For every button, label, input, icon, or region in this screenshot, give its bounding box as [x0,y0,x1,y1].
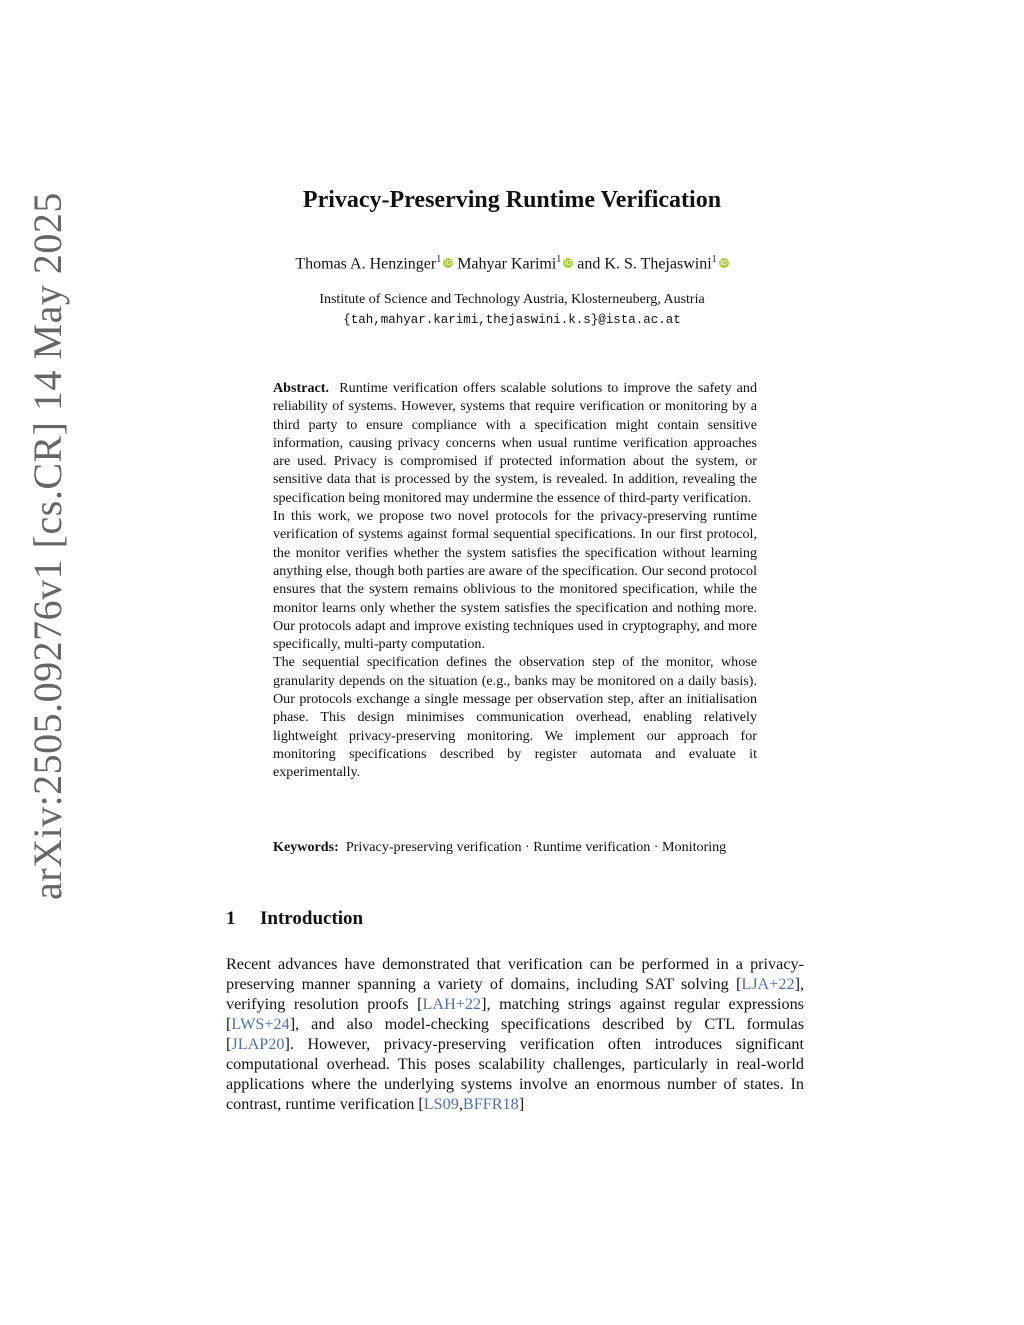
citation-link[interactable]: LAH+22 [422,995,482,1013]
author-affiliation-mark: 1 [436,254,442,265]
affiliation-block [0,290,1024,330]
author-name: Thomas A. Henzinger [295,255,437,273]
abstract-paragraph-3: The sequential specification defines the observation step of the monitor, whose granularity depends on the situation (e.g., banks may be monitored on a daily basis). Our protocols exchange a single message per observation step, after an initialisation phase. This design minimises communication overhead, enabling relatively lightweight privacy-preserving monitoring. We implement our approach for monitoring specifications described by register automata and evaluate it experimentally. [273,654,757,781]
body-text: Recent advances have demonstrated that verification can be performed in a privacy-preserving manner spanning a variety of domains, including SAT solving [ [226,955,804,993]
section-title: Introduction [260,908,364,929]
author-affiliation-mark: 1 [556,254,562,265]
author-list [0,254,1024,273]
citation-link[interactable]: BFFR18 [462,1095,519,1113]
body-text: ], and also model-checking specifications described by CTL formulas [ [226,1015,804,1053]
body-text: ], verifying resolution proofs [ [226,975,804,1013]
orcid-icon[interactable]: iD [564,259,572,268]
body-text: ]. However, privacy-preserving verification often introduces significant computational overhead. This poses scalability challenges, particularly in real-world applications where the underlying systems involve an enormous number of states. In contrast, runtime verification [ [226,1035,804,1113]
abstract-paragraph-1 [273,379,757,507]
author-name: Mahyar Karimi [457,255,557,273]
author-affiliation-mark: 1 [711,254,717,265]
affiliation: Institute of Science and Technology Austria, Klosterneuberg, Austria [319,292,705,307]
citation-link[interactable]: LS09 [423,1095,459,1113]
section-number: 1 [226,908,236,929]
author-name: K. S. Thejaswini [604,255,712,273]
keywords-text: Privacy-preserving verification · Runtime verification · Monitoring [345,839,727,855]
author-emails: {tah,mahyar.karimi,thejaswini.k.s}@ista.ac.at [343,313,681,327]
introduction-paragraph [226,954,804,1114]
arxiv-identifier-stamp: arXiv:2505.09276v1 [cs.CR] 14 May 2025 [25,192,70,900]
keywords-label: Keywords: [273,839,339,855]
abstract-label: Abstract. [273,380,329,396]
keywords [273,838,757,856]
author-separator: and [577,255,601,273]
abstract-text: Runtime verification offers scalable solutions to improve the safety and reliability of systems. However, systems that require verification or monitoring by a third party to ensure compliance with a specification might contain sensitive information, causing privacy concerns when usual runtime verification approaches are used. Privacy is compromised if protected information about the system, or sensitive data that is processed by the system, is revealed. In addition, revealing the specification being monitored may undermine the essence of third-party verification. [273,380,757,506]
orcid-icon[interactable]: iD [719,259,728,268]
body-text: ], matching strings against regular expressions [ [226,995,804,1033]
abstract [273,379,757,782]
body-text: , [458,1095,463,1113]
citation-link[interactable]: LWS+24 [231,1015,290,1033]
abstract-paragraph-2: In this work, we propose two novel protocols for the privacy-preserving runtime verification of systems against formal sequential specifications. In our first protocol, the monitor verifies whether the system satisfies the specification without learning anything else, though both parties are aware of the specification. Our second protocol ensures that the system remains oblivious to the monitored specification, while the monitor learns only whether the system satisfies the specification and nothing more. Our protocols adapt and improve existing techniques used in cryptography, and more specifically, multi-party computation. [273,508,757,653]
citation-link[interactable]: JLAP20 [231,1035,285,1053]
citation-link[interactable]: LJA+22 [741,975,795,993]
orcid-icon[interactable]: iD [444,259,452,268]
body-text: ] [518,1095,525,1113]
section-heading [226,908,363,930]
paper-title: Privacy-Preserving Runtime Verification [302,187,722,213]
